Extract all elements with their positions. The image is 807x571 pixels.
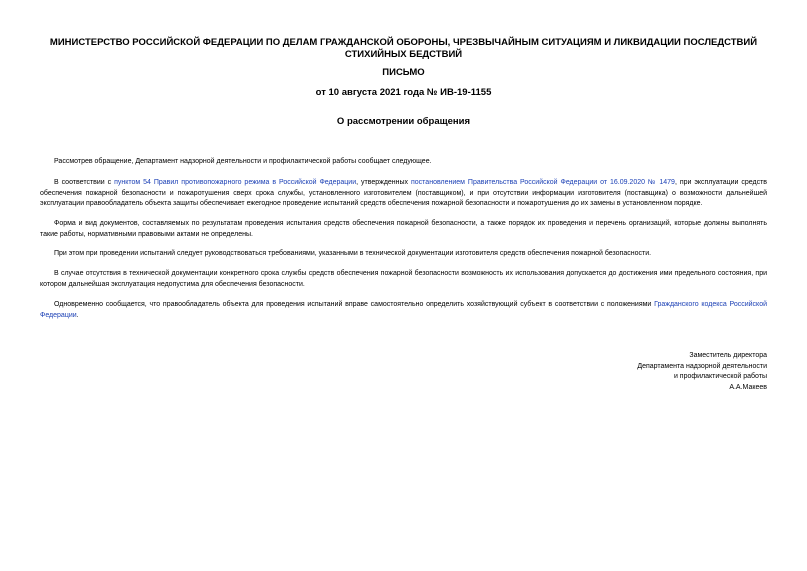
paragraph-intro: Рассмотрев обращение, Департамент надзорной деятельности и профилактической работы сообщает следующее. [54, 158, 432, 165]
ministry-title: МИНИСТЕРСТВО РОССИЙСКОЙ ФЕДЕРАЦИИ ПО ДЕЛАМ ГРАЖДАНСКОЙ ОБОРОНЫ, ЧРЕЗВЫЧАЙНЫМ СИТУАЦИЯМ И ЛИКВИДАЦИИ ПОСЛЕДСТВИЙ СТИХИЙНЫХ БЕДСТВИЙ [49, 37, 758, 60]
signature-department-cont: и профилактической работы [673, 373, 767, 380]
paragraph-civil-code-text-1: Одновременно сообщается, что правообладатель объекта для проведения испытаний вправе самостоятельно определить хозяйствующий субъект в соответствии с положениями [54, 301, 655, 308]
signature-position: Заместитель директора [689, 352, 767, 359]
paragraph-rules-text-2: , утвержденных [356, 179, 411, 186]
paragraph-rules-text-3: , при эксплуатации средств обеспечения пожарной безопасности и пожаротушения сверх срока службы, установленного изготовителем (поставщиком), и при отсутствии информации изготовителя (поставщика) о возможности дальнейшей эксплуатации правообладатель объекта защиты обеспечивает ежегодное проведение испытаний средств обеспечения пожарной безопасности и пожаротушения до их замены в установленном порядке. [40, 179, 768, 207]
paragraph-civil-code-text-2: . [76, 311, 79, 319]
signature-name: А.А.Макеев [729, 383, 767, 391]
paragraph-rules-text-1: В соответствии с [54, 179, 115, 186]
document-subject: О рассмотрении обращения [336, 116, 471, 127]
signature-block [507, 351, 767, 393]
document-date-number: от 10 августа 2021 года № ИВ-19-1155 [315, 87, 492, 98]
link-civil-code[interactable]: Гражданского кодекса Российской Федерации [40, 301, 768, 319]
paragraph-document-forms: Форма и вид документов, составляемых по результатам проведения испытания средств обеспечения пожарной безопасности, а также порядок их проведения и перечень организаций, которые должны выполнять такие работы, нормативными правовыми актами не определены. [40, 220, 767, 238]
paragraph-rules [40, 178, 767, 210]
document-type: ПИСЬМО [382, 67, 425, 78]
link-government-resolution-1479[interactable]: постановлением Правительства Российской Федерации от 16.09.2020 № 1479 [411, 179, 675, 186]
signature-department: Департамента надзорной деятельности [637, 362, 767, 370]
paragraph-manufacturer-docs: При этом при проведении испытаний следует руководствоваться требованиями, указанными в технической документации изготовителя средств обеспечения пожарной безопасности. [54, 250, 652, 257]
paragraph-service-life: В случае отсутствия в технической документации конкретного срока службы средств обеспечения пожарной безопасности возможность их использования допускается до достижения ими предельного состояния, при котором дальнейшая эксплуатация недопустима для обеспечения безопасности. [40, 270, 767, 288]
link-rules-item-54[interactable]: пунктом 54 Правил противопожарного режима в Российской Федерации [114, 179, 357, 186]
paragraph-civil-code [40, 300, 767, 321]
